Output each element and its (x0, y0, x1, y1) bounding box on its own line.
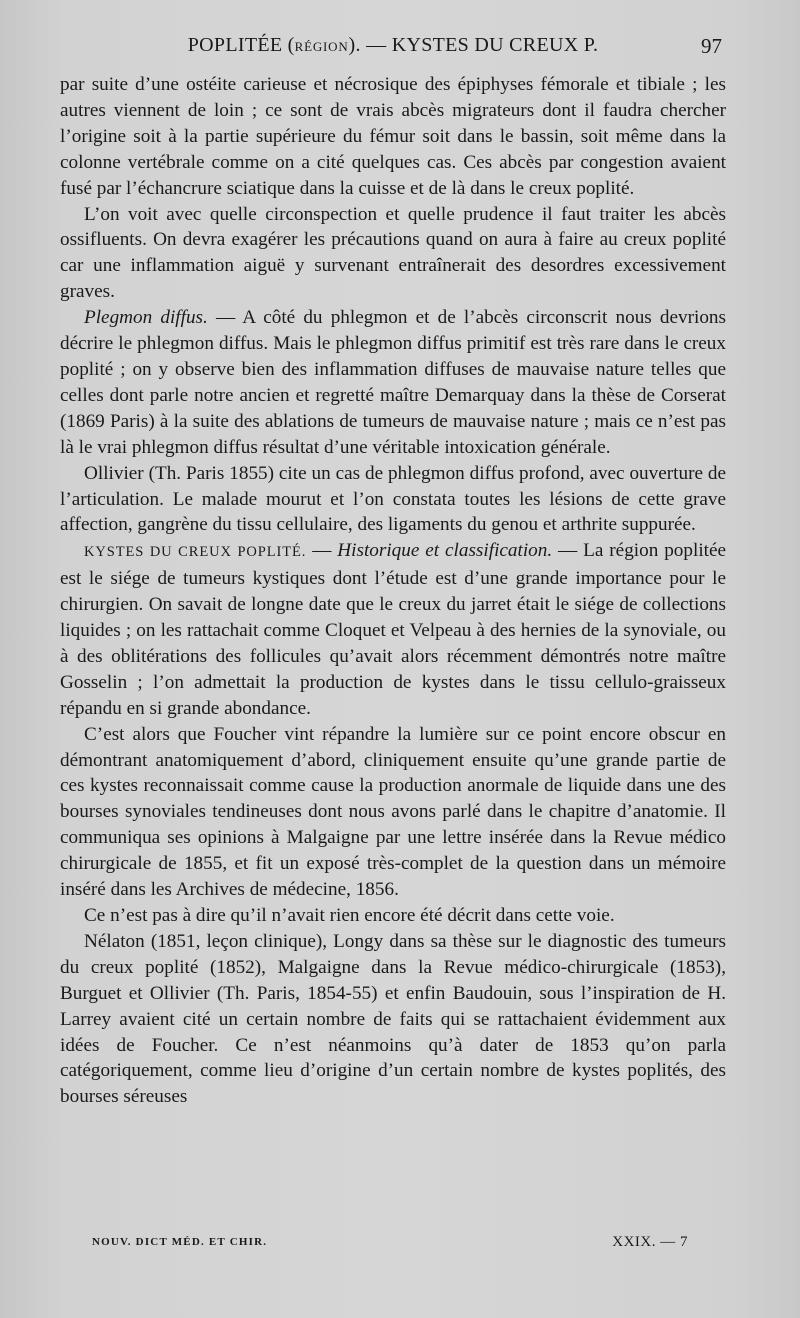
page-footer (92, 1234, 688, 1254)
running-head-subject: ). — KYSTES DU CREUX P. (348, 34, 599, 56)
volume-signature: XXIX. — 7 (612, 1234, 688, 1250)
paragraph: Ce n’est pas à dire qu’il n’avait rien encore été décrit dans cette voie. (84, 905, 615, 926)
section-heading: Plegmon diffus. (84, 307, 208, 329)
heading-dash: — (306, 540, 338, 562)
signature-mark: NOUV. DICT MÉD. ET CHIR. (92, 1236, 268, 1248)
paragraph: par suite d’une ostéite carieuse et nécrosique des épiphyses fémorale et tibiale ; les autres viennent de loin ; ce sont de vrais abcès migrateurs dont il faudra chercher l’origine soit à la partie supérieure du fémur soit dans le bassin, soit même dans la colonne vertébrale comme on a cité quelques cas. Ces abcès par congestion avaient fusé par l’échancrure sciatique dans la cuisse et de là dans le creux poplité. (60, 74, 726, 199)
paragraph: Nélaton (1851, leçon clinique), Longy dans sa thèse sur le diagnostic des tumeurs du creux poplité (1852), Malgaigne dans la Revue médico-chirurgicale (1853), Burguet et Ollivier (Th. Paris, 1854-55) et enfin Baudouin, sous l’inspiration de H. Larrey avaient cité un certain nombre de faits qui se rattachaient évidemment aux idées de Foucher. Ce n’est néanmoins qu’à dater de 1853 qu’on parla catégoriquement, comme lieu d’origine d’un certain nombre de kystes poplités, des bourses séreuses (60, 930, 726, 1108)
running-head (60, 34, 726, 57)
paragraph: Ollivier (Th. Paris 1855) cite un cas de phlegmon diffus profond, avec ouverture de l’articulation. Le malade mourut et l’on constata toutes les lésions de cette grave affection, gangrène du tissu cellulaire, des ligaments du genou et arthrite suppurée. (60, 462, 726, 536)
paragraph: C’est alors que Foucher vint répandre la lumière sur ce point encore obscur en démontrant anatomiquement d’abord, cliniquement ensuite qu’une grande partie de ces kystes reconnaissait comme cause la production anormale de liquide dans une des bourses synoviales tendineuses dont nous avons parlé dans le chapitre d’anatomie. Il communiqua ses opinions à Malgaigne par une lettre insérée dans la Revue médico chirurgicale de 1855, et fit un exposé très-complet de la question dans un mémoire inséré dans les Archives de médecine, 1856. (60, 723, 726, 901)
paragraph-text: — A côté du phlegmon et de l’abcès circonscrit nous devrions décrire le phlegmon diffus. Mais le phlegmon diffus primitif est très rare dans le creux poplité ; on y observe bien des inflammation diffuses de mauvaise nature telles que celles dont parle notre ancien et regretté maître Demarquay dans la thèse de Corserat (1869 Paris) à la suite des ablations de tumeurs de mauvaise nature ; mais ce n’est pas là le vrai phlegmon diffus résultat d’une véritable intoxication générale. (60, 307, 726, 458)
page-header (60, 34, 726, 64)
paragraph-text: — La région poplitée est le siége de tumeurs kystiques dont l’étude est d’une grande importance pour le chirurgien. On savait de longne date que le creux du jarret était le siége de collections liquides ; on les rattachait comme Cloquet et Velpeau à des hernies de la synoviale, ou à des oblitérations des follicules qu’avait alors récemment démontrés notre maître Gosselin ; l’on admettait la production de kystes dans le tissu cellulo-graisseux répandu en si grande abondance. (60, 540, 727, 719)
body-text (60, 72, 726, 1110)
section-subheading: Historique et classification. (337, 540, 553, 562)
paragraph: L’on voit avec quelle circonspection et quelle prudence il faut traiter les abcès ossifluents. On devra exagérer les précautions quand on aura à faire au creux poplité car une inflammation aiguë y survenant entraînerait des desordres excessivement graves. (60, 203, 726, 303)
running-head-title: POPLITÉE ( (187, 34, 295, 56)
paragraph (60, 305, 726, 460)
section-heading: KYSTES DU CREUX POPLITÉ. (84, 544, 307, 561)
paragraph (60, 538, 726, 721)
page-number: 97 (701, 34, 722, 58)
running-head-region: RÉGION (294, 39, 349, 54)
